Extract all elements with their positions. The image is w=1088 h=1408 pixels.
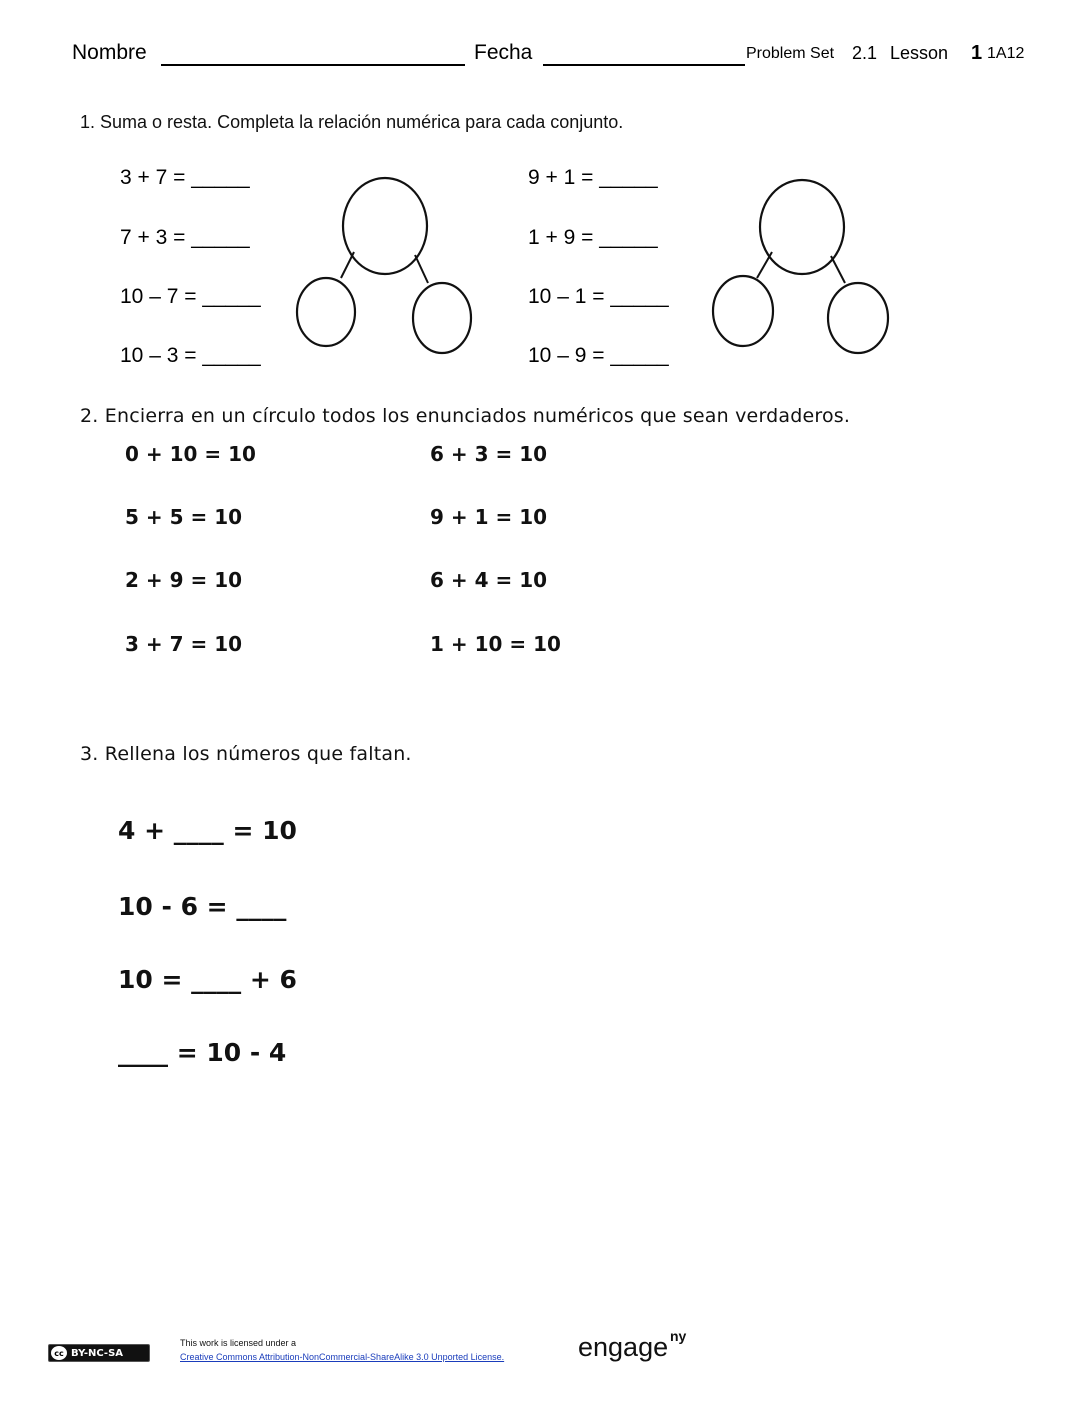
cc-badge-text: BY-NC-SA xyxy=(71,1347,124,1359)
bond-left-part-a xyxy=(297,278,355,346)
s2-left-eq-2[interactable]: 5 + 5 = 10 xyxy=(125,505,243,529)
s3-eq-3: 10 = ____ + 6 xyxy=(118,965,297,994)
date-label: Fecha xyxy=(474,41,533,64)
s1-right-eq-3: 10 – 1 = _____ xyxy=(528,285,669,308)
engage-ny-logo-sup: ny xyxy=(670,1328,687,1344)
s2-left-eq-4[interactable]: 3 + 7 = 10 xyxy=(125,632,243,656)
cc-icon: cc xyxy=(51,1346,67,1360)
lesson-number: 1 xyxy=(971,42,983,64)
lesson-label: Lesson xyxy=(890,43,949,63)
s3-eq-1: 4 + ____ = 10 xyxy=(118,816,297,845)
date-field[interactable] xyxy=(543,64,745,66)
s3-eq-2: 10 - 6 = ____ xyxy=(118,892,287,921)
problem-set-label: Problem Set xyxy=(746,45,835,62)
name-field[interactable] xyxy=(161,64,465,66)
s2-right-eq-4[interactable]: 1 + 10 = 10 xyxy=(430,632,561,656)
number-bond-left xyxy=(290,170,480,370)
section3-instruction: 3. Rellena los números que faltan. xyxy=(80,743,412,765)
s2-left-eq-3[interactable]: 2 + 9 = 10 xyxy=(125,568,243,592)
number-bond-right xyxy=(706,170,896,370)
section2-instruction: 2. Encierra en un círculo todos los enunciados numéricos que sean verdaderos. xyxy=(80,405,851,427)
s2-left-eq-1[interactable]: 0 + 10 = 10 xyxy=(125,442,256,466)
bond-left-whole xyxy=(343,178,427,274)
engage-ny-logo: engage xyxy=(578,1332,669,1362)
bond-left-part-b xyxy=(413,283,471,353)
bond-right-part-a xyxy=(713,276,773,346)
problem-number: 2.1 xyxy=(852,43,878,63)
license-link[interactable]: Creative Commons Attribution-NonCommercial-ShareAlike 3.0 Unported License. xyxy=(180,1352,505,1362)
section1-instruction: 1. Suma o resta. Completa la relación numérica para cada conjunto. xyxy=(80,112,624,132)
s2-right-eq-3[interactable]: 6 + 4 = 10 xyxy=(430,568,548,592)
s2-right-eq-2[interactable]: 9 + 1 = 10 xyxy=(430,505,548,529)
license-text: This work is licensed under a xyxy=(180,1338,297,1348)
s1-right-eq-4: 10 – 9 = _____ xyxy=(528,344,669,367)
s1-right-eq-1: 9 + 1 = _____ xyxy=(528,166,658,189)
s3-eq-4: ____ = 10 - 4 xyxy=(118,1038,287,1067)
s2-right-eq-1[interactable]: 6 + 3 = 10 xyxy=(430,442,548,466)
s1-left-eq-3: 10 – 7 = _____ xyxy=(120,285,261,308)
s1-left-eq-1: 3 + 7 = _____ xyxy=(120,166,250,189)
s1-left-eq-2: 7 + 3 = _____ xyxy=(120,226,250,249)
bond-right-part-b xyxy=(828,283,888,353)
cc-license-badge xyxy=(48,1344,150,1362)
s1-right-eq-2: 1 + 9 = _____ xyxy=(528,226,658,249)
bond-right-whole xyxy=(760,180,844,274)
name-label: Nombre xyxy=(72,41,147,64)
page-code: 1A12 xyxy=(987,45,1025,62)
s1-left-eq-4: 10 – 3 = _____ xyxy=(120,344,261,367)
